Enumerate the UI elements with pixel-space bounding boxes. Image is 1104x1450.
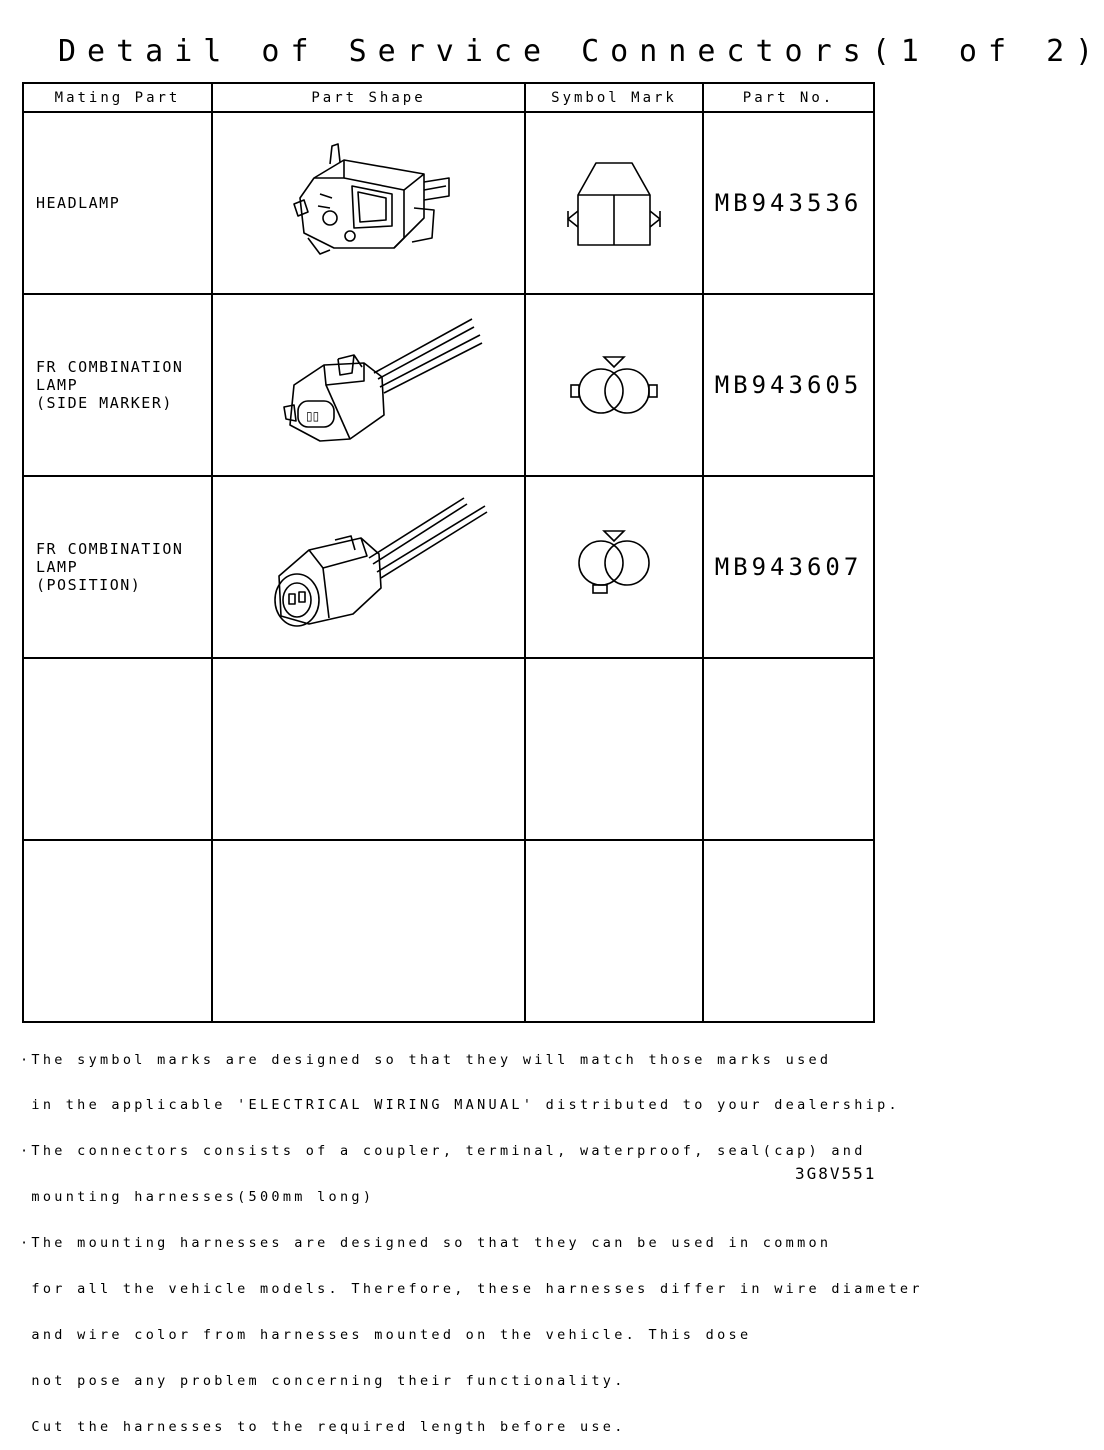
symbol-mark-cell [525,112,703,294]
part-shape-cell [212,840,525,1022]
mating-part-line: FR COMBINATION [36,540,184,558]
table-row [23,112,874,294]
footnote-line: Cut the harnesses to the required length before use. [20,1418,626,1435]
header-part-no: Part No. [703,83,874,112]
mating-part-line: (POSITION) [36,576,142,594]
footnote-line: ·The mounting harnesses are designed so that they can be used in common [20,1235,832,1252]
headlamp-connector-drawing [274,138,464,268]
symbol-mark-cell [525,476,703,658]
trapezoid-two-cavity-symbol [554,153,674,253]
mating-part-cell [23,476,212,658]
footnote-line: for all the vehicle models. Therefore, these harnesses differ in wire diameter [20,1281,923,1298]
mating-part-cell [23,294,212,476]
svg-text:▯▯: ▯▯ [305,409,319,423]
table-row [23,658,874,840]
header-row [23,83,874,112]
part-shape-cell [212,476,525,658]
header-part-shape: Part Shape [212,83,525,112]
mating-part-line: FR COMBINATION [36,358,184,376]
mating-part-cell [23,112,212,294]
header-mating-part: Mating Part [23,83,212,112]
mating-part-line: HEADLAMP [36,194,121,212]
mating-part-line: (SIDE MARKER) [36,394,173,412]
header-symbol-mark: Symbol Mark [525,83,703,112]
side-marker-connector-drawing [254,315,484,455]
page-title: Detail of Service Connectors(1 of 2) [58,34,1104,69]
part-number: MB943536 [703,112,874,294]
part-number [703,658,874,840]
table-row [23,476,874,658]
twin-circle-symbol-side-tabs [554,345,674,425]
figure-code: 3G8V551 [795,1164,877,1183]
part-number [703,840,874,1022]
part-number: MB943605 [703,294,874,476]
symbol-mark-cell [525,294,703,476]
footnote-line: ·The connectors consists of a coupler, terminal, waterproof, seal(cap) and [20,1143,866,1160]
mating-part-line: LAMP [36,558,79,576]
mating-part-cell [23,840,212,1022]
table-row [23,294,874,476]
footnote-line: not pose any problem concerning their functionality. [20,1372,626,1389]
part-shape-cell [212,294,525,476]
footnote-line: mounting harnesses(500mm long) [20,1189,375,1206]
part-shape-cell [212,112,525,294]
footnotes [20,1022,923,1450]
mating-part-cell [23,658,212,840]
table-row [23,840,874,1022]
symbol-mark-cell [525,658,703,840]
connector-table [22,82,875,1023]
symbol-mark-cell [525,840,703,1022]
twin-circle-symbol-bottom-tab [554,525,674,609]
footnote-line: and wire color from harnesses mounted on the vehicle. This dose [20,1326,752,1343]
part-number: MB943607 [703,476,874,658]
footnote-line: ·The symbol marks are designed so that they will match those marks used [20,1051,832,1068]
footnote-line: in the applicable 'ELECTRICAL WIRING MANUAL' distributed to your dealership. [20,1097,900,1114]
part-shape-cell [212,658,525,840]
mating-part-line: LAMP [36,376,79,394]
position-connector-drawing [249,492,489,642]
